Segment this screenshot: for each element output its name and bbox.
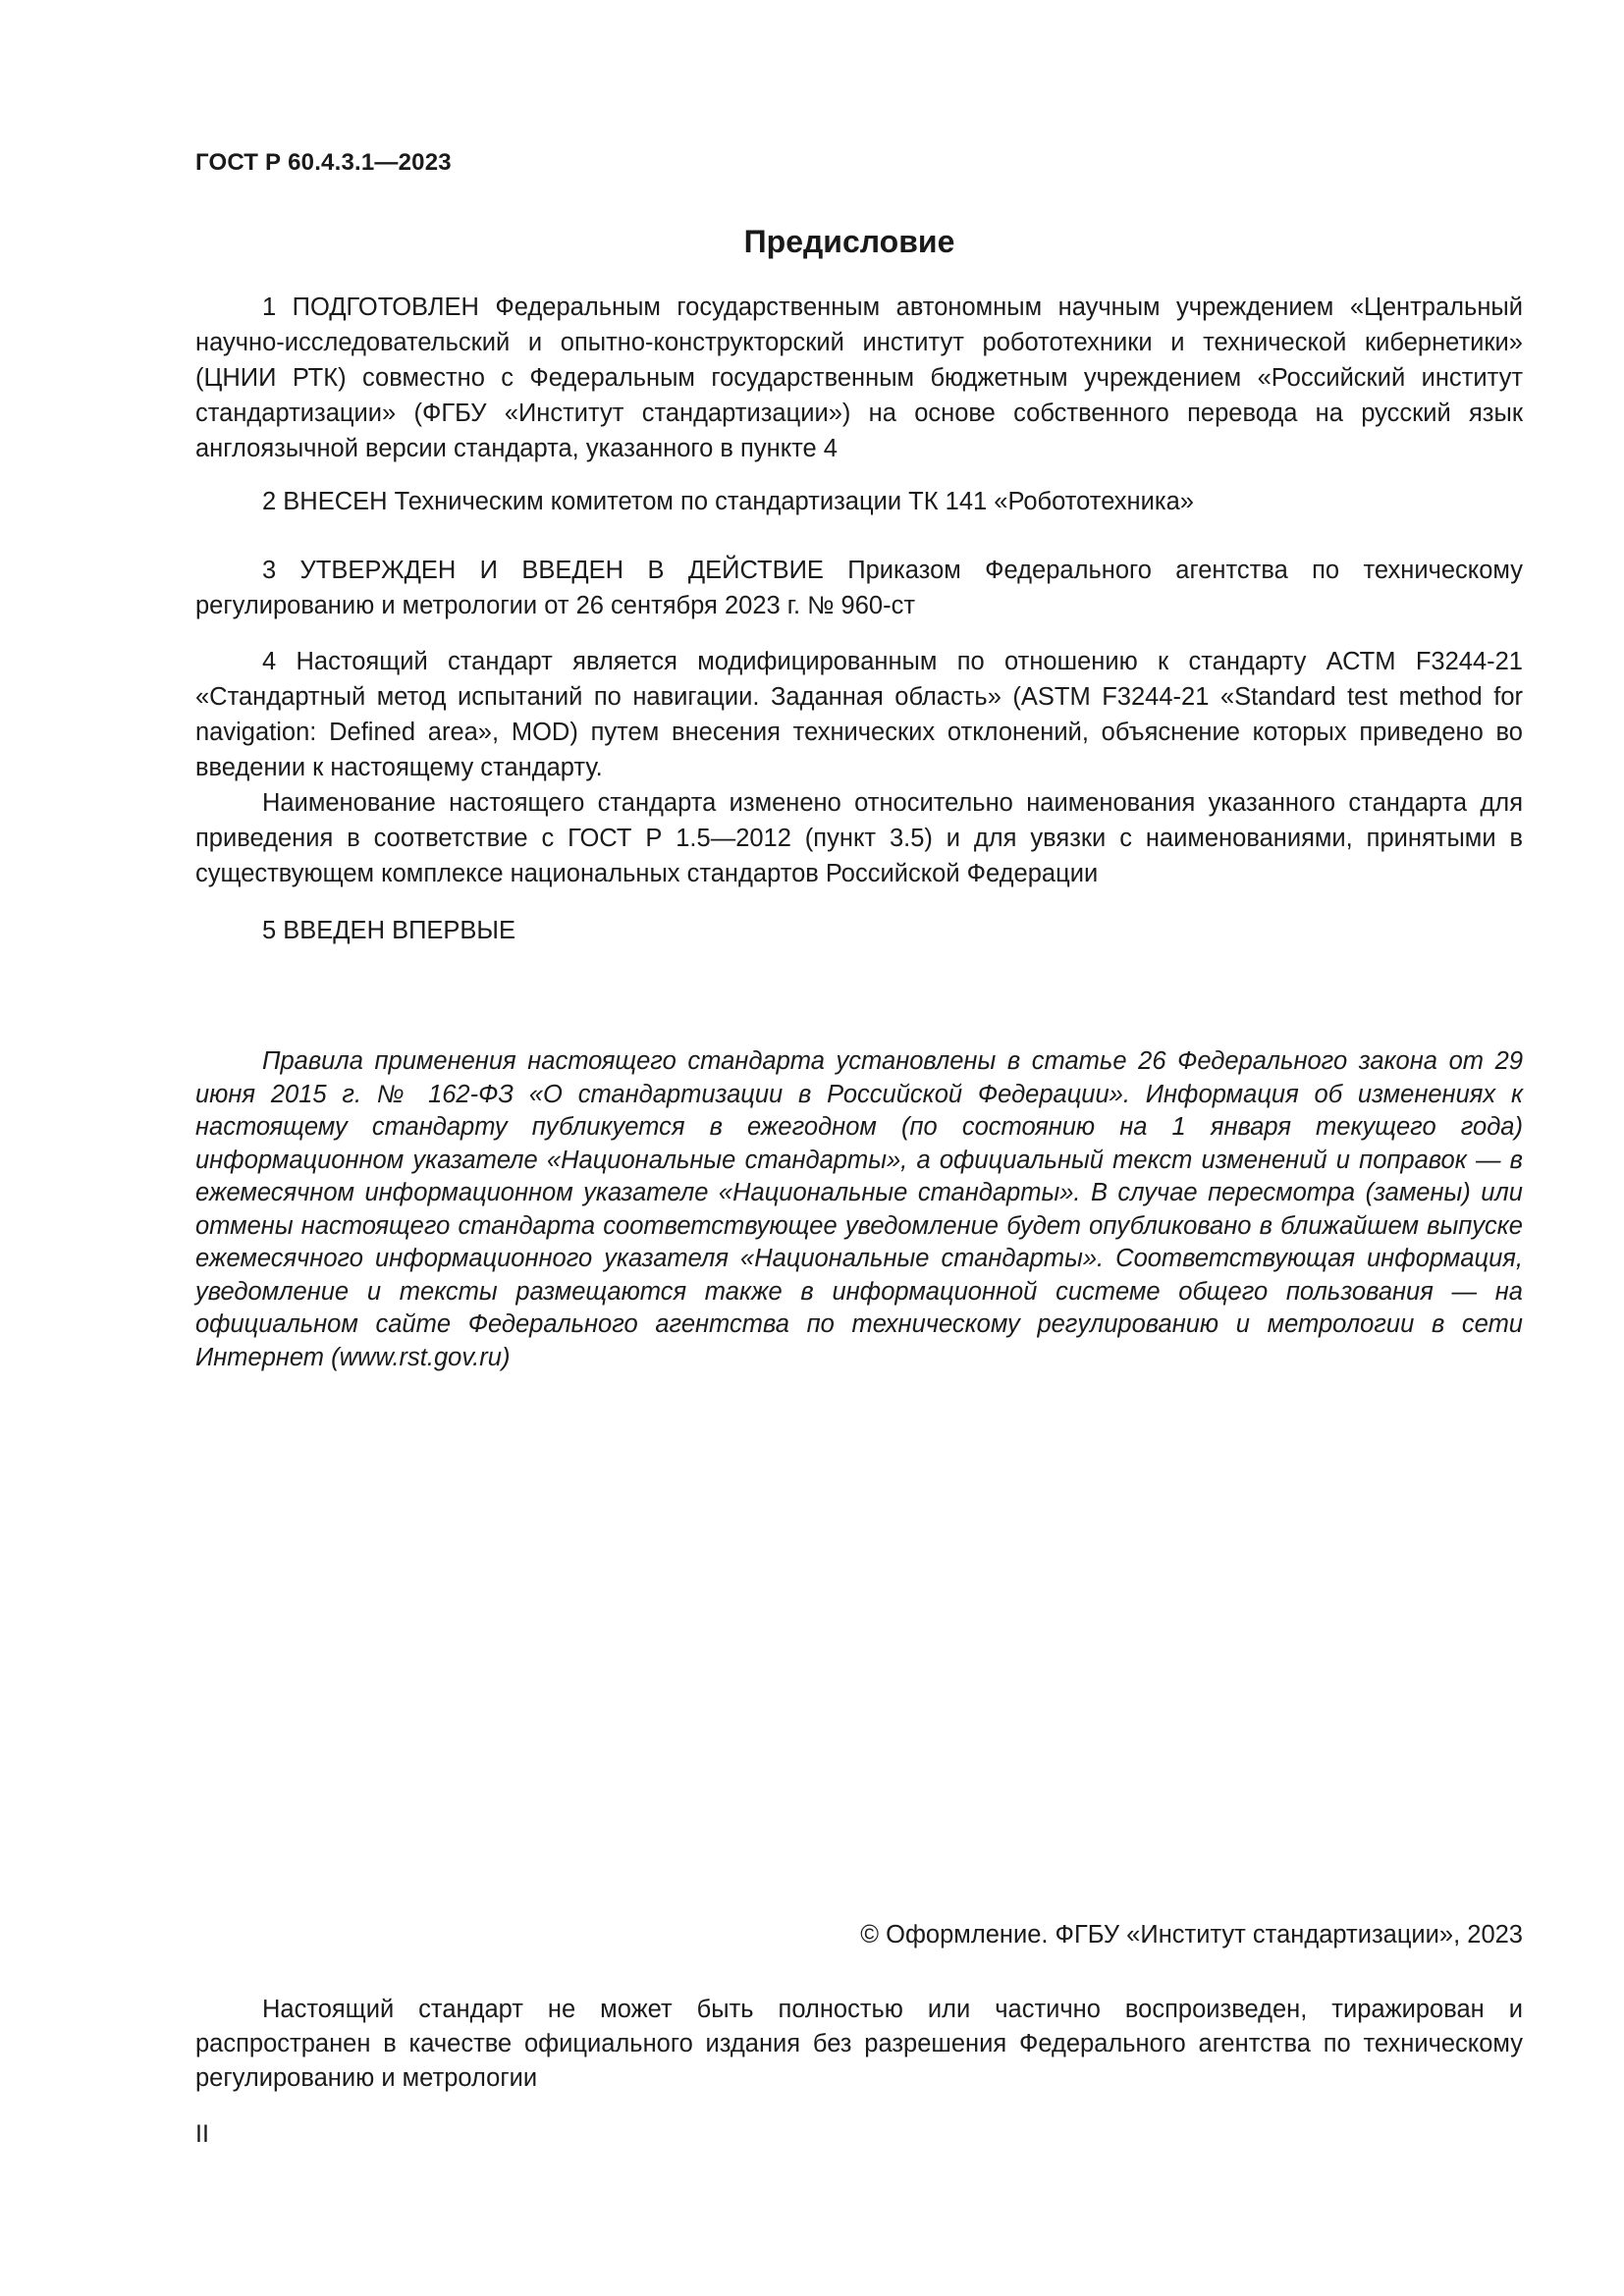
paragraph-2-text: 2 ВНЕСЕН Техническим комитетом по стандартизации ТК 141 «Робототехника» xyxy=(262,488,1194,515)
document-header: ГОСТ Р 60.4.3.1—2023 xyxy=(195,149,452,176)
paragraph-1-text: 1 ПОДГОТОВЛЕН Федеральным государственным автономным научным учреждением «Центральный научно-исследовательский и опытно-конструкторский институт робототехники и технической кибернетики» (ЦНИИ РТК) совместно с Федеральным государственным бюджетным учреждением «Российский институт стандартизации» (ФГБУ «Институт стандартизации») на основе собственного перевода на русский язык англоязычной версии стандарта, указанного в пункте 4 xyxy=(195,294,1523,462)
reproduction-notice-text: Настоящий стандарт не может быть полностью или частично воспроизведен, тиражирован и распространен в качестве официального издания без разрешения Федерального агентства по техническому регулированию и метрологии xyxy=(195,1996,1523,2092)
page-title: Предисловие xyxy=(743,224,955,259)
paragraph-2 xyxy=(195,484,1523,519)
paragraph-5 xyxy=(195,913,1523,948)
rules-notice xyxy=(195,1045,1523,1374)
paragraph-4-note: Наименование настоящего стандарта изменено относительно наименования указанного стандарта для приведения в соответствие с ГОСТ Р 1.5—2012 (пункт 3.5) и для увязки с наименованиями, принятыми в существующем комплексе национальных стандартов Российской Федерации xyxy=(195,789,1523,887)
paragraph-4 xyxy=(195,644,1523,891)
paragraph-5-text: 5 ВВЕДЕН ВПЕРВЫЕ xyxy=(262,917,516,944)
copyright-line: © Оформление. ФГБУ «Институт стандартизации», 2023 xyxy=(860,1921,1523,1949)
paragraph-3 xyxy=(195,553,1523,623)
paragraph-1 xyxy=(195,290,1523,466)
paragraph-3-text: 3 УТВЕРЖДЕН И ВВЕДЕН В ДЕЙСТВИЕ Приказом Федерального агентства по техническому регулированию и метрологии от 26 сентября 2023 г. № 960-ст xyxy=(195,557,1523,619)
reproduction-notice xyxy=(195,1993,1523,2096)
rules-notice-text: Правила применения настоящего стандарта установлены в статье 26 Федерального закона от 29 июня 2015 г. № 162-ФЗ «О стандартизации в Российской Федерации». Информация об изменениях к настоящему стандарту публикуется в ежегодном (по состоянию на 1 января текущего года) информационном указателе «Национальные стандарты», а официальный текст изменений и поправок — в ежемесячном информационном указателе «Национальные стандарты». В случае пересмотра (замены) или отмены настоящего стандарта соответствующее уведомление будет опубликовано в ближайшем выпуске ежемесячного информационного указателя «Национальные стандарты». Соответствующая информация, уведомление и тексты размещаются также в информационной системе общего пользования — на официальном сайте Федерального агентства по техническому регулированию и метрологии в сети Интернет (www.rst.gov.ru) xyxy=(195,1047,1523,1371)
paragraph-4-text: 4 Настоящий стандарт является модифицированным по отношению к стандарту АСТМ F3244-21 «Стандартный метод испытаний по навигации. Заданная область» (ASTM F3244-21 «Standard test method for navigation: Defined area», MOD) путем внесения технических отклонений, объяснение которых приведено во введении к настоящему стандарту. xyxy=(195,648,1523,781)
page-number: II xyxy=(195,2120,209,2148)
